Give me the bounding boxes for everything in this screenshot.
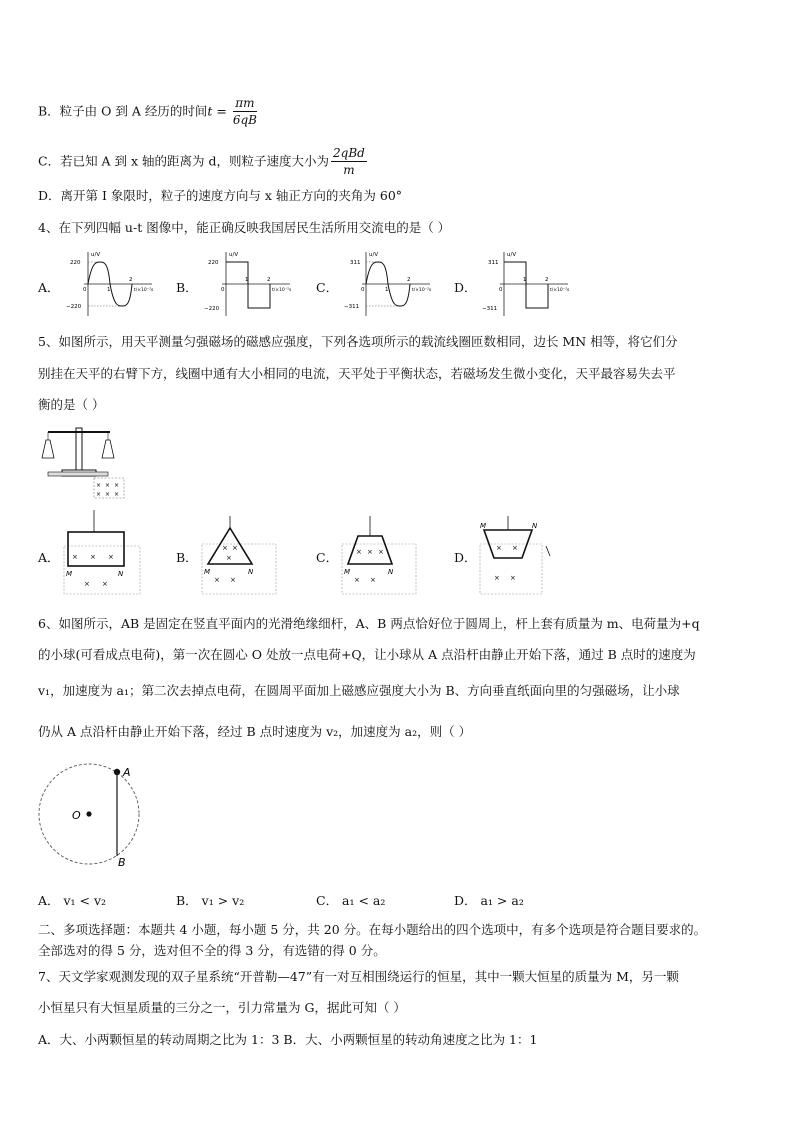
field-mark: × (230, 576, 236, 584)
origin-tick: 0 (361, 287, 365, 293)
field-mark: × (105, 482, 111, 489)
axis-y-label: u/V (507, 252, 517, 258)
field-mark: × (367, 548, 373, 556)
label-m: M (480, 522, 487, 530)
label-n: N (248, 568, 254, 576)
q3-option-c[interactable] (38, 146, 367, 178)
q4-label-b[interactable]: B． (176, 280, 198, 295)
q3-option-b-eq: = (212, 103, 231, 119)
fraction-denominator: 6qB (232, 113, 257, 128)
axis-y-label: u/V (369, 252, 379, 258)
q6-stem-line2: 的小球(可看成点电荷)，第一次在圆心 O 处放一点电荷+Q，让小球从 A 点沿杆由静止开始下落，通过 B 点时的速度为 (38, 647, 696, 662)
field-mark: × (356, 548, 362, 556)
q5-coil-c (340, 514, 424, 598)
label-n: N (118, 570, 124, 578)
q7-stem-line1: 7、天文学家观测发现的双子星系统“开普勒—47”有一对互相围绕运行的恒星，其中一颗大恒星的质量为 M，另一颗 (38, 969, 679, 984)
field-mark: × (496, 544, 502, 552)
t1-tick: 1 (245, 277, 249, 283)
q3-option-d[interactable]: D．离开第 I 象限时，粒子的速度方向与 x 轴正方向的夹角为 60° (38, 188, 403, 203)
top-tick: 220 (70, 260, 81, 266)
q5-coil-d (476, 514, 566, 598)
label-m: M (66, 570, 73, 578)
q7-stem-line2: 小恒星只有大恒星质量的三分之一，引力常量为 G，据此可知（ ） (38, 1000, 406, 1015)
field-mark: × (378, 548, 384, 556)
q3-option-b-fraction (233, 96, 257, 128)
q6-option-c[interactable]: C． a₁ < a₂ (316, 893, 386, 908)
q5-stem-line3: 衡的是（ ） (38, 397, 105, 412)
label-m: M (204, 568, 211, 576)
q6-circle-figure (36, 762, 156, 870)
q4-graph-d (480, 248, 570, 320)
t2-tick: 2 (545, 277, 549, 283)
t1-tick: 1 (107, 287, 111, 293)
q4-graph-c (342, 248, 432, 320)
q3-option-b[interactable] (38, 96, 257, 128)
field-mark: × (90, 553, 96, 561)
section2-line2: 全部选对的得 5 分，选对但不全的得 3 分，有选错的得 0 分。 (38, 943, 386, 958)
t1-tick: 1 (385, 287, 389, 293)
label-o: O (72, 809, 81, 822)
q4-stem: 4、在下列四幅 u-t 图像中，能正确反映我国居民生活所用交流电的是（ ） (38, 220, 451, 235)
axis-x-label: t/×10⁻²s (550, 288, 570, 293)
q4-graph-a (64, 248, 154, 320)
q5-coil-b (200, 514, 284, 598)
fraction-denominator: m (343, 163, 355, 178)
q3-option-b-text: B．粒子由 O 到 A 经历的时间 (38, 103, 208, 119)
field-mark: × (232, 544, 238, 552)
q7-options-ab[interactable]: A．大、小两颗恒星的转动周期之比为 1：3 B．大、小两颗恒星的转动角速度之比为 1：1 (38, 1032, 538, 1047)
q4-label-c[interactable]: C． (316, 280, 339, 295)
t2-tick: 2 (129, 277, 133, 283)
field-mark: × (84, 580, 90, 588)
q4-label-d[interactable]: D． (454, 280, 477, 295)
q3-option-c-text: C．若已知 A 到 x 轴的距离为 d，则粒子速度大小为 (38, 153, 330, 169)
q5-stem-line1: 5、如图所示，用天平测量匀强磁场的磁感应强度，下列各选项所示的载流线圈匝数相同，边长 MN 相等，将它们分 (38, 334, 678, 349)
axis-x-label: t/×10⁻²s (134, 288, 154, 293)
t2-tick: 2 (267, 277, 271, 283)
q5-label-d[interactable]: D． (454, 550, 477, 565)
field-mark: × (494, 574, 500, 582)
q6-stem-line4: 仍从 A 点沿杆由静止开始下落，经过 B 点时速度为 v₂，加速度为 a₂，则（ ） (38, 724, 472, 739)
q5-label-c[interactable]: C． (316, 550, 339, 565)
q6-option-d[interactable]: D． a₁ > a₂ (454, 893, 524, 908)
q5-label-b[interactable]: B． (176, 550, 198, 565)
q3-option-b-var: t (207, 103, 213, 119)
field-mark: × (354, 576, 360, 584)
field-mark: × (222, 544, 228, 552)
q6-option-b[interactable]: B． v₁ > v₂ (176, 893, 245, 908)
axis-y-label: u/V (91, 252, 101, 258)
field-mark: × (226, 554, 232, 562)
q3-option-c-fraction (331, 146, 367, 178)
fraction-numerator: πm (233, 96, 257, 112)
axis-x-label: t/×10⁻²s (272, 288, 292, 293)
field-mark: × (108, 553, 114, 561)
label-a: A (123, 766, 131, 779)
field-mark: × (72, 553, 78, 561)
axis-x-label: t/×10⁻²s (412, 288, 432, 293)
q5-coil-a (62, 508, 146, 596)
origin-tick: 0 (83, 287, 87, 293)
field-mark: × (512, 544, 518, 552)
field-mark: × (370, 576, 376, 584)
bottom-tick: −220 (204, 306, 220, 312)
q4-graph-b (202, 248, 292, 320)
q6-stem-line1: 6、如图所示，AB 是固定在竖直平面内的光滑绝缘细杆，A、B 两点恰好位于圆周上，杆上套有质量为 m、电荷量为+q (38, 616, 700, 631)
q4-label-a[interactable]: A． (38, 280, 60, 295)
origin-tick: 0 (499, 287, 503, 293)
section2-line1: 二、多项选择题：本题共 4 小题，每小题 5 分，共 20 分。在每小题给出的四个选项中，有多个选项是符合题目要求的。 (38, 922, 707, 937)
q5-stem-line2: 别挂在天平的右臂下方，线圈中通有大小相同的电流，天平处于平衡状态，若磁场发生微小变化，天平最容易失去平 (38, 366, 676, 381)
label-b: B (118, 856, 126, 869)
t1-tick: 1 (523, 277, 527, 283)
field-mark: × (114, 482, 120, 489)
q6-stem-line3: v₁，加速度为 a₁；第二次去掉点电荷，在圆周平面加上磁感应强度大小为 B、方向垂直纸面向里的匀强磁场，让小球 (38, 683, 680, 698)
label-n: N (532, 522, 538, 530)
field-mark: × (102, 580, 108, 588)
square-wave (504, 262, 548, 308)
field-mark: × (214, 576, 220, 584)
field-mark: × (105, 491, 111, 498)
bottom-tick: −311 (482, 306, 498, 312)
ball (114, 769, 120, 775)
bottom-tick: −220 (66, 304, 82, 310)
top-tick: 311 (488, 260, 499, 266)
origin-tick: 0 (221, 287, 225, 293)
q5-label-a[interactable]: A． (38, 550, 60, 565)
fraction-numerator: 2qBd (331, 146, 367, 162)
field-mark: × (510, 574, 516, 582)
top-tick: 220 (208, 260, 219, 266)
center-point (86, 811, 91, 816)
field-mark: × (114, 491, 120, 498)
label-m: M (344, 568, 351, 576)
label-n: N (388, 568, 394, 576)
axis-y-label: u/V (229, 252, 239, 258)
q6-option-a[interactable]: A． v₁ < v₂ (38, 893, 107, 908)
field-mark: × (96, 482, 102, 489)
q5-balance-figure (38, 422, 130, 502)
square-wave (226, 262, 270, 308)
top-tick: 311 (350, 260, 361, 266)
t2-tick: 2 (407, 277, 411, 283)
field-mark: × (96, 491, 102, 498)
bottom-tick: −311 (344, 304, 360, 310)
